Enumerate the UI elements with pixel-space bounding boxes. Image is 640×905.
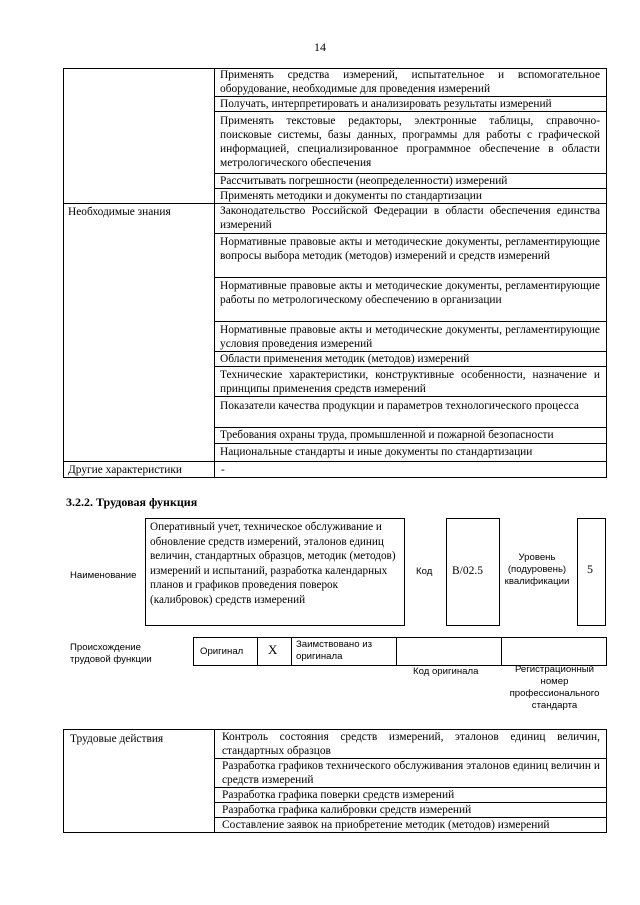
other-characteristics-label: Другие характеристики <box>68 464 183 476</box>
other-characteristics-value: - <box>221 464 225 476</box>
original-label: Оригинал <box>200 646 244 657</box>
knowledge-item: Технические характеристики, конструктивные особенности, назначение и принципы применения средств измерений <box>220 369 600 395</box>
skill-item: Получать, интерпретировать и анализировать результаты измерений <box>220 98 552 110</box>
code-value: B/02.5 <box>452 565 483 577</box>
reg-number-caption: Регистрационный номер профессионального стандарта <box>509 664 600 711</box>
labor-action-item: Разработка графика поверки средств измерений <box>222 789 455 801</box>
knowledge-item: Нормативные правовые акты и методические документы, регламентирующие вопросы выбора методик (методов) измерений и средств измерений <box>220 236 600 262</box>
knowledge-item: Законодательство Российской Федерации в области обеспечения единства измерений <box>220 205 600 231</box>
knowledge-item: Области применения методик (методов) измерений <box>220 353 470 365</box>
function-name-value: Оперативный учет, техническое обслуживание и обновление средств измерений, эталонов единиц величин, стандартных образцов, методик (методов) измерений и испытаний, разработка календарных планов и графиков проведения поверок (калибровок) средств измерений <box>150 521 396 606</box>
labor-actions-label: Трудовые действия <box>70 733 164 745</box>
knowledge-item: Показатели качества продукции и параметров технологического процесса <box>220 400 579 412</box>
labor-action-item: Разработка графиков технического обслуживания эталонов единиц величин и средств измерений <box>222 760 600 786</box>
skill-item: Применять методики и документы по стандартизации <box>220 190 482 202</box>
skill-item: Применять средства измерений, испытательное и вспомогательное оборудование, необходимые для проведения измерений <box>220 69 600 95</box>
knowledge-item: Нормативные правовые акты и методические документы, регламентирующие работы по метрологическому обеспечению в организации <box>220 280 600 306</box>
page-number: 14 <box>314 40 326 54</box>
skill-item: Применять текстовые редакторы, электронные таблицы, справочно-поисковые системы, базы данных, программы для работы с графической информацией, специализированное программное обеспечение в области метрологического обеспечения <box>220 115 600 169</box>
origin-table <box>193 637 607 666</box>
code-original-caption: Код оригинала <box>413 666 479 677</box>
level-value: 5 <box>587 562 593 576</box>
skill-item: Рассчитывать погрешности (неопределенности) измерений <box>220 175 508 187</box>
labor-action-item: Составление заявок на приобретение методик (методов) измерений <box>222 819 550 831</box>
name-label: Наименование <box>70 570 137 581</box>
code-label: Код <box>416 566 433 577</box>
labor-action-item: Контроль состояния средств измерений, эталонов единиц величин, стандартных образцов <box>222 731 600 757</box>
knowledge-item: Нормативные правовые акты и методические документы, регламентирующие условия проведения измерений <box>220 324 600 350</box>
labor-action-item: Разработка графика калибровки средств измерений <box>222 804 472 816</box>
knowledge-label: Необходимые знания <box>68 206 171 218</box>
knowledge-item: Национальные стандарты и иные документы по стандартизации <box>220 446 533 458</box>
original-mark: X <box>268 642 278 657</box>
level-label: Уровень (подуровень) квалификации <box>504 552 570 587</box>
knowledge-item: Требования охраны труда, промышленной и пожарной безопасности <box>220 429 554 441</box>
origin-label: Происхождение трудовой функции <box>70 642 152 665</box>
borrowed-label: Заимствовано из оригинала <box>296 639 372 662</box>
section-title: 3.2.2. Трудовая функция <box>66 495 198 509</box>
